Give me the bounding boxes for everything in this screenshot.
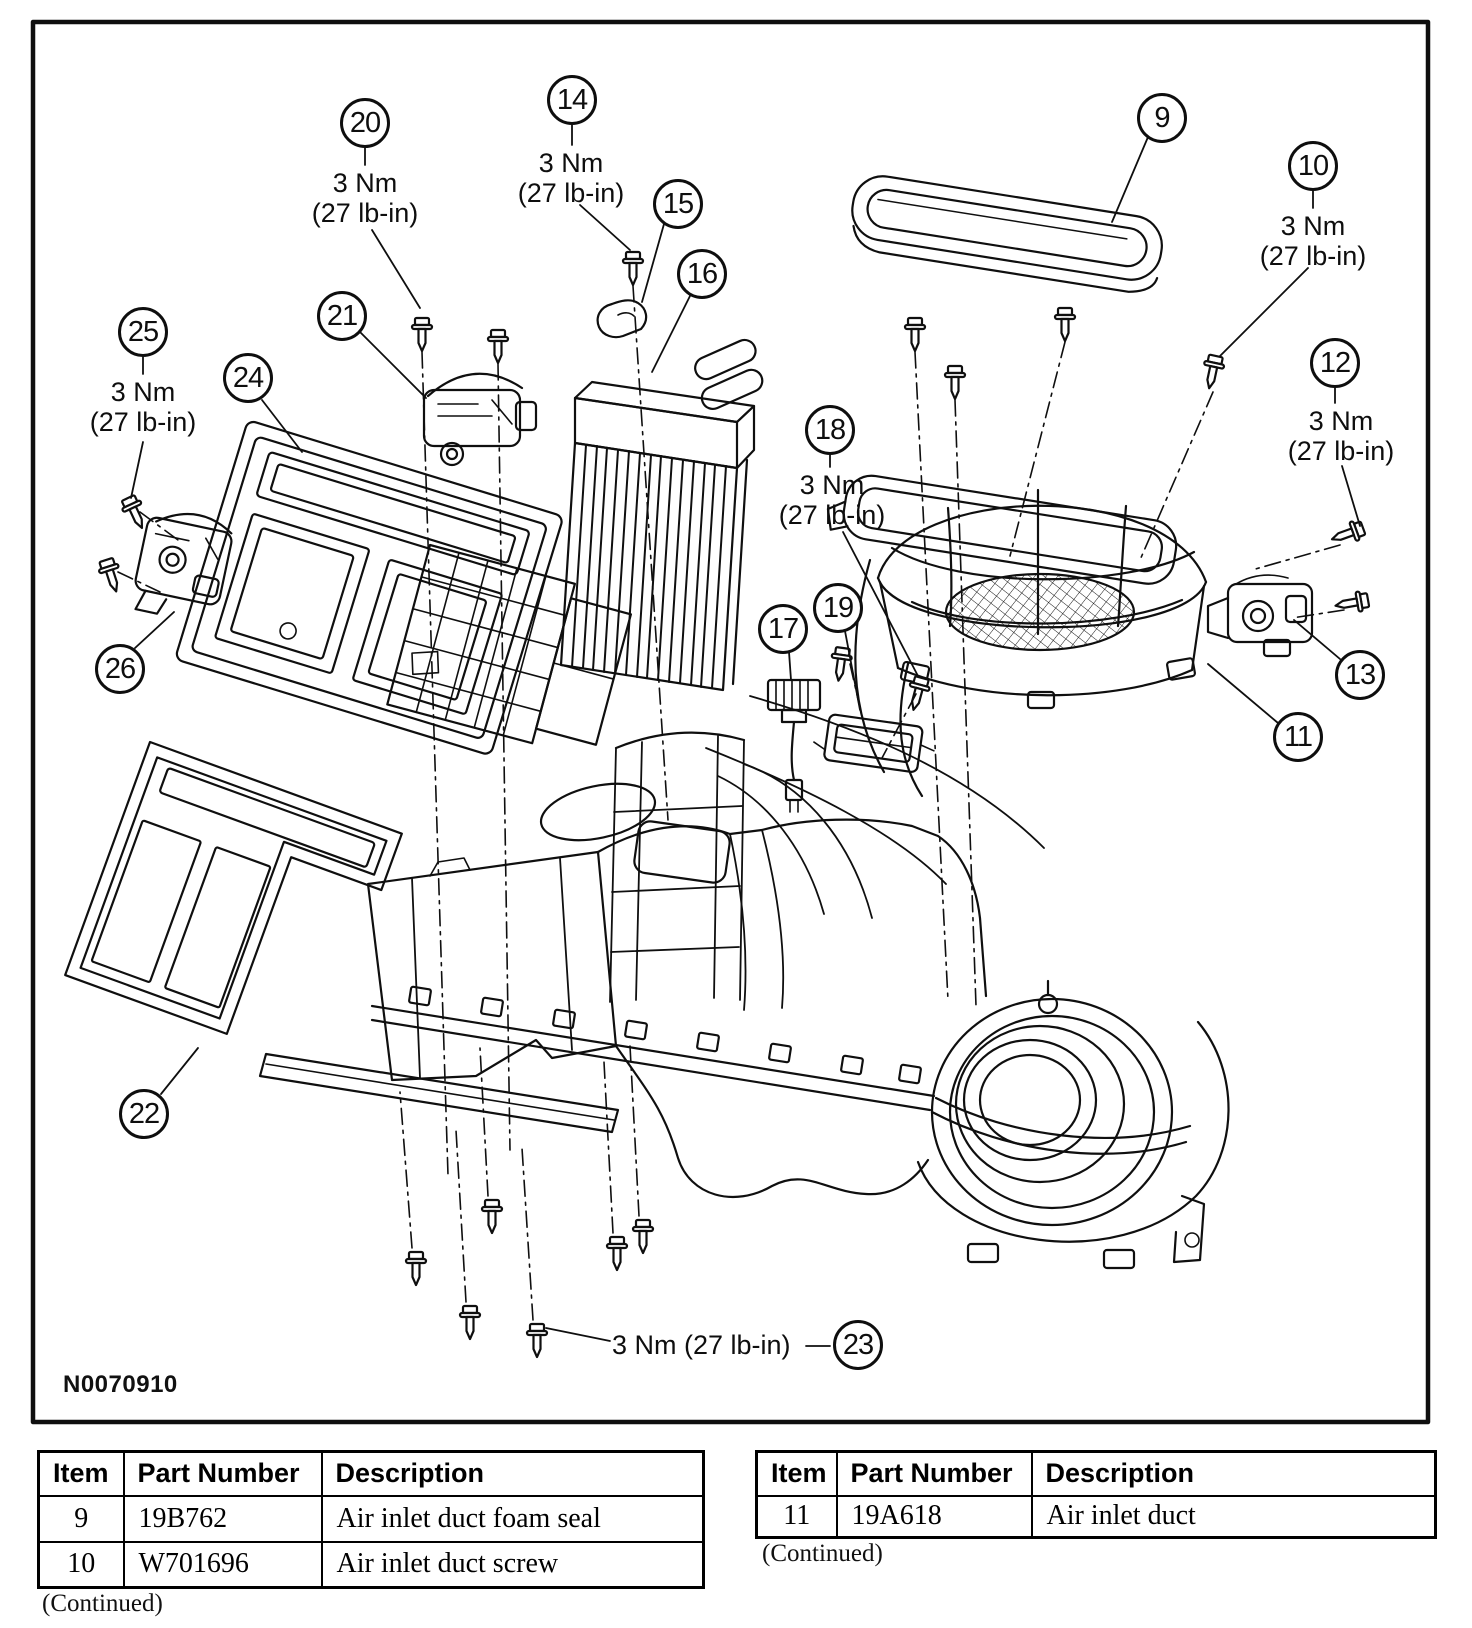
torque-label-14	[518, 148, 625, 208]
leader-lines	[131, 125, 1360, 1346]
foam-seal-9-drawing	[846, 172, 1166, 296]
callout-16: 16	[677, 249, 727, 299]
part-number-cell: 19A618	[837, 1496, 1032, 1538]
item-cell: 11	[757, 1496, 837, 1538]
torque-label-25	[90, 377, 197, 437]
torque-line: (27 lb-in)	[517, 178, 625, 208]
callout-11: 11	[1273, 712, 1323, 762]
blower-scroll-drawing	[918, 981, 1229, 1268]
case-frame-24-drawing	[175, 420, 564, 756]
callout-23: 23	[833, 1320, 883, 1370]
column-header: Part Number	[124, 1452, 322, 1496]
retainer-clip-drawing	[598, 300, 646, 337]
torque-label-20	[312, 168, 419, 228]
table-row	[757, 1496, 1436, 1538]
column-header: Part Number	[837, 1452, 1032, 1496]
column-header: Description	[1032, 1452, 1436, 1496]
torque-line: (27 lb-in)	[89, 407, 197, 437]
column-header: Description	[322, 1452, 704, 1496]
torque-line: 3 Nm	[110, 377, 176, 407]
callout-17: 17	[758, 604, 808, 654]
torque-line: 3 Nm	[332, 168, 398, 198]
table-row	[39, 1542, 704, 1588]
torque-line: 3 Nm	[538, 148, 604, 178]
table-continued-left: (Continued)	[42, 1590, 163, 1617]
callout-14: 14	[547, 75, 597, 125]
column-header: Item	[39, 1452, 124, 1496]
table-header-row	[757, 1452, 1436, 1496]
callout-19: 19	[813, 583, 863, 633]
column-header: Item	[757, 1452, 837, 1496]
torque-line: (27 lb-in)	[778, 500, 886, 530]
torque-label-12	[1288, 406, 1395, 466]
callout-9: 9	[1137, 93, 1187, 143]
parts-table-right	[755, 1450, 1437, 1539]
actuator-21-drawing	[424, 374, 536, 465]
callout-18: 18	[805, 405, 855, 455]
callout-21: 21	[317, 291, 367, 341]
foam-seal-22-drawing	[65, 742, 402, 1067]
torque-line: (27 lb-in)	[1259, 241, 1367, 271]
item-cell: 9	[39, 1496, 124, 1542]
callout-10: 10	[1288, 141, 1338, 191]
part-number-cell: W701696	[124, 1542, 322, 1588]
torque-line: 3 Nm	[1280, 211, 1346, 241]
callout-25: 25	[118, 307, 168, 357]
part-number-cell: 19B762	[124, 1496, 322, 1542]
torque-line: (27 lb-in)	[1287, 436, 1395, 466]
heater-core-drawing	[561, 336, 771, 690]
torque-label-23-inline: 3 Nm (27 lb-in)	[612, 1330, 791, 1360]
description-cell: Air inlet duct foam seal	[322, 1496, 704, 1542]
callout-26: 26	[95, 644, 145, 694]
torque-label-10	[1260, 211, 1367, 271]
callout-12: 12	[1310, 338, 1360, 388]
fastener-axis-lines	[118, 286, 1344, 1320]
table-row	[39, 1496, 704, 1542]
air-inlet-duct-dome-drawing	[855, 490, 1206, 796]
torque-label-18	[779, 470, 886, 530]
callout-22: 22	[119, 1089, 169, 1139]
description-cell: Air inlet duct	[1032, 1496, 1436, 1538]
torque-line: 3 Nm	[1308, 406, 1374, 436]
actuator-13-drawing	[1208, 575, 1312, 656]
callout-15: 15	[653, 179, 703, 229]
callout-24: 24	[223, 353, 273, 403]
main-housing-drawing	[260, 696, 1190, 1197]
table-continued-right: (Continued)	[762, 1540, 883, 1567]
figure-border	[33, 22, 1428, 1422]
item-cell: 10	[39, 1542, 124, 1588]
table-header-row	[39, 1452, 704, 1496]
callout-13: 13	[1335, 650, 1385, 700]
parts-table-left	[37, 1450, 705, 1589]
torque-line: (27 lb-in)	[311, 198, 419, 228]
callout-20: 20	[340, 98, 390, 148]
drawing-number: N0070910	[63, 1371, 178, 1398]
actuator-26-drawing	[130, 505, 236, 626]
description-cell: Air inlet duct screw	[322, 1542, 704, 1588]
torque-line: 3 Nm	[799, 470, 865, 500]
